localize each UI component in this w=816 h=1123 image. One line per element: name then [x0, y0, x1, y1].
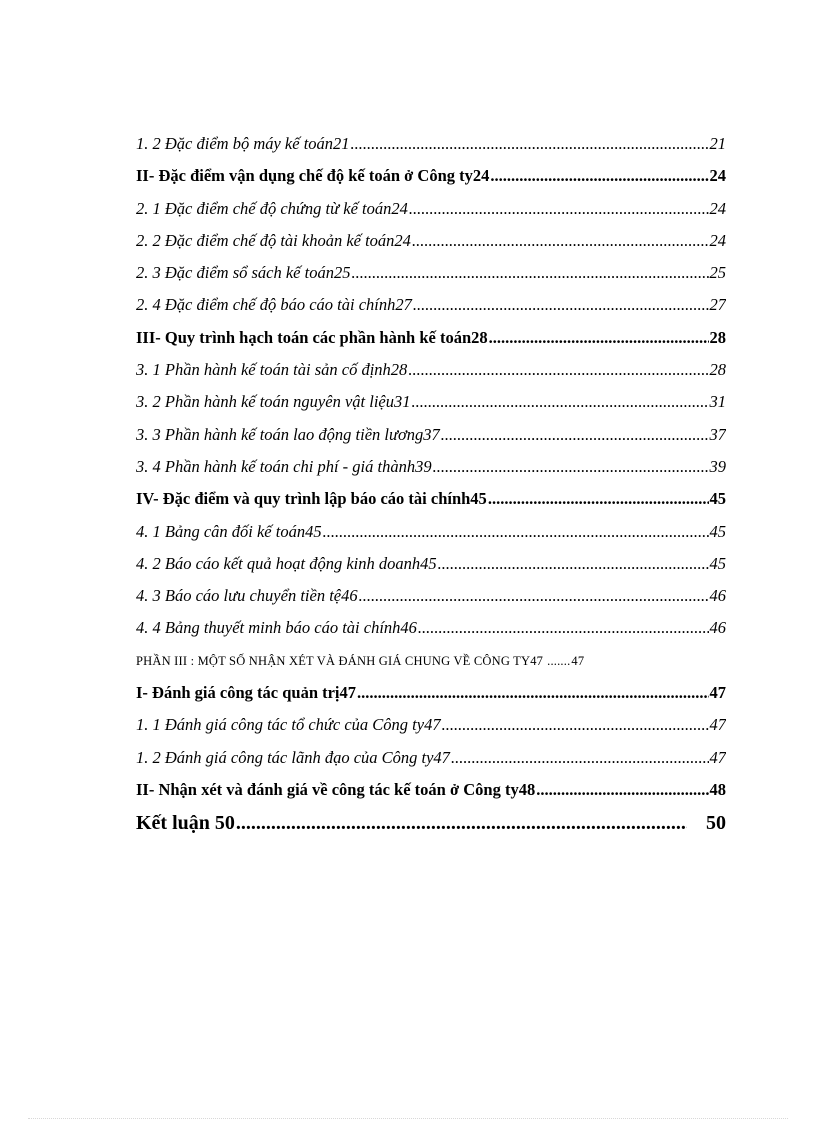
- toc-entry[interactable]: [136, 419, 726, 451]
- toc-entry-title: 4. 3 Báo cáo lưu chuyển tiền tệ46: [136, 586, 358, 606]
- toc-entry-page: 46: [709, 586, 726, 606]
- toc-dot-leader: [490, 160, 708, 192]
- toc-dot-leader: [441, 419, 709, 451]
- toc-entry[interactable]: [136, 354, 726, 386]
- table-of-contents: [136, 128, 726, 840]
- toc-dot-leader: [451, 742, 709, 774]
- toc-entry-page: 28: [709, 327, 726, 347]
- toc-dot-leader: [547, 645, 570, 677]
- toc-entry[interactable]: [136, 257, 726, 289]
- toc-entry-page: 24: [709, 230, 726, 250]
- toc-dot-leader: [413, 289, 709, 321]
- toc-part-heading[interactable]: [136, 645, 726, 677]
- toc-entry[interactable]: [136, 225, 726, 257]
- toc-entry-page: 45: [709, 553, 726, 573]
- toc-entry-page: 48: [709, 779, 726, 799]
- toc-entry-page: 47: [709, 715, 726, 735]
- toc-entry-page: 28: [709, 360, 726, 380]
- toc-dot-leader: [236, 806, 687, 840]
- toc-entry[interactable]: [136, 580, 726, 612]
- toc-entry-title: 1. 2 Đánh giá công tác lãnh đạo của Công ty47: [136, 747, 450, 767]
- toc-entry[interactable]: [136, 386, 726, 418]
- toc-entry-page: 24: [709, 166, 726, 186]
- toc-conclusion-entry[interactable]: [136, 806, 726, 840]
- toc-entry-title: 3. 2 Phần hành kế toán nguyên vật liệu31: [136, 392, 411, 412]
- toc-dot-leader: [359, 580, 709, 612]
- page-bottom-border: [28, 1118, 788, 1119]
- toc-entry-title: 4. 2 Báo cáo kết quả hoạt động kinh doanh45: [136, 553, 437, 573]
- toc-entry-page: 21: [709, 134, 726, 153]
- toc-dot-leader: [438, 548, 709, 580]
- toc-entry-title: 2. 2 Đặc điểm chế độ tài khoản kế toán24: [136, 230, 411, 250]
- toc-entry[interactable]: [136, 742, 726, 774]
- toc-entry-title: 4. 1 Bảng cân đối kế toán45: [136, 521, 322, 541]
- toc-entry-title: 3. 4 Phần hành kế toán chi phí - giá thành39: [136, 456, 432, 476]
- toc-entry-title: IV- Đặc điểm và quy trình lập báo cáo tài chính45: [136, 489, 487, 509]
- toc-entry-title: 4. 4 Bảng thuyết minh báo cáo tài chính46: [136, 618, 417, 638]
- toc-entry[interactable]: [136, 516, 726, 548]
- toc-entry-page: 47: [571, 653, 585, 668]
- toc-entry-title: III- Quy trình hạch toán các phần hành kế toán28: [136, 327, 488, 347]
- toc-dot-leader: [411, 386, 708, 418]
- toc-entry[interactable]: [136, 451, 726, 483]
- toc-entry-title: 3. 1 Phần hành kế toán tài sản cố định28: [136, 360, 408, 380]
- toc-entry-title: 2. 1 Đặc điểm chế độ chứng từ kế toán24: [136, 198, 408, 218]
- toc-dot-leader: [409, 193, 709, 225]
- toc-entry[interactable]: [136, 677, 726, 709]
- toc-entry[interactable]: [136, 322, 726, 354]
- toc-entry-page: 47: [709, 747, 726, 767]
- toc-entry-title: 2. 4 Đặc điểm chế độ báo cáo tài chính27: [136, 295, 412, 315]
- toc-entry[interactable]: [136, 774, 726, 806]
- toc-entry-page: 46: [709, 618, 726, 638]
- toc-dot-leader: [488, 483, 709, 515]
- toc-entry-page: 47: [709, 683, 726, 703]
- toc-entry-page: 39: [709, 456, 726, 476]
- toc-entry-title: 1. 2 Đặc điểm bộ máy kế toán21: [136, 134, 350, 153]
- toc-dot-leader: [323, 516, 709, 548]
- toc-entry[interactable]: [136, 612, 726, 644]
- toc-dot-leader: [412, 225, 709, 257]
- toc-dot-leader: [351, 128, 709, 160]
- toc-dot-leader: [489, 322, 709, 354]
- toc-entry-title: I- Đánh giá công tác quản trị47: [136, 683, 357, 703]
- toc-entry-title: 3. 3 Phần hành kế toán lao động tiền lương37: [136, 424, 440, 444]
- toc-entry-page: 31: [709, 392, 726, 412]
- toc-entry-page: 45: [709, 489, 726, 509]
- toc-entry-page: 25: [709, 263, 726, 283]
- toc-entry-page: 27: [709, 295, 726, 315]
- toc-dot-leader: [442, 709, 709, 741]
- toc-entry[interactable]: [136, 193, 726, 225]
- toc-entry-page: 37: [709, 424, 726, 444]
- toc-entry-page: 50: [706, 812, 726, 835]
- toc-dot-leader: [408, 354, 708, 386]
- toc-entry[interactable]: [136, 128, 726, 160]
- toc-entry-title: 2. 3 Đặc điểm sổ sách kế toán25: [136, 263, 351, 283]
- toc-entry-title: Kết luận 50: [136, 812, 235, 835]
- toc-entry-title: II- Nhận xét và đánh giá về công tác kế toán ở Công ty48: [136, 779, 536, 799]
- toc-entry-title: II- Đặc điểm vận dụng chế độ kế toán ở Công ty24: [136, 166, 490, 186]
- toc-dot-leader: [433, 451, 709, 483]
- toc-dot-leader: [536, 774, 708, 806]
- toc-dot-leader: [351, 257, 708, 289]
- toc-entry[interactable]: [136, 548, 726, 580]
- toc-entry[interactable]: [136, 709, 726, 741]
- toc-entry[interactable]: [136, 160, 726, 192]
- toc-entry[interactable]: [136, 483, 726, 515]
- toc-entry-page: 45: [709, 521, 726, 541]
- toc-dot-leader: [357, 677, 708, 709]
- toc-entry-title: PHẦN III : MỘT SỐ NHẬN XÉT VÀ ĐÁNH GIÁ CHUNG VỀ CÔNG TY47: [136, 653, 544, 668]
- toc-entry-page: 24: [709, 198, 726, 218]
- toc-entry-title: 1. 1 Đánh giá công tác tổ chức của Công ty47: [136, 715, 441, 735]
- toc-dot-leader: [418, 612, 709, 644]
- toc-entry[interactable]: [136, 289, 726, 321]
